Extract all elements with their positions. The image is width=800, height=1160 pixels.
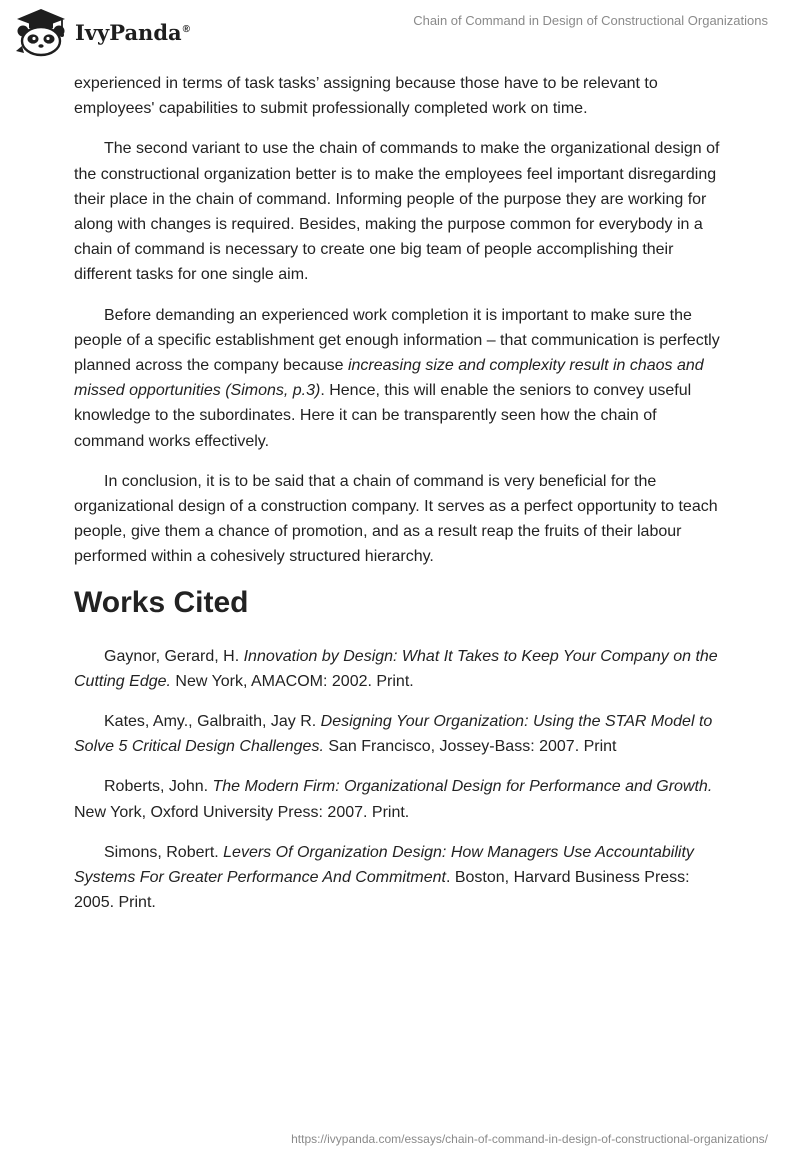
panda-graduate-icon <box>13 7 69 57</box>
reference-title: Innovation by Design: What It Takes to Keep Your Company on the Cutting Edge. <box>74 647 718 690</box>
reference-title: Levers Of Organization Design: How Managers Use Accountability Systems For Greater Performance And Commitment <box>74 843 694 887</box>
brand-name: IvyPanda® <box>75 19 190 45</box>
paragraph-2: The second variant to use the chain of commands to make the organizational design of the constructional organization better is to make the employees feel important disregarding their place in the chain of command. Informing people of the purpose they are working for along with changes is required. Besides, making the purpose common for everybody in a chain of command is necessary to create one big team of people accomplishing their different tasks for one single aim. <box>74 140 720 284</box>
reference-publisher: San Francisco, Jossey-Bass: 2007. Print <box>323 738 617 756</box>
reference-item <box>74 644 726 694</box>
reference-author: Gaynor, Gerard, H. <box>104 647 244 665</box>
reference-author: Kates, Amy., Galbraith, Jay R. <box>104 713 321 731</box>
reference-publisher: New York, AMACOM: 2002. Print. <box>170 672 414 690</box>
registered-mark: ® <box>182 23 190 35</box>
reference-item <box>74 774 726 824</box>
paragraph-3-citation: increasing size and complexity result in chaos and missed opportunities (Simons, p.3) <box>74 357 704 400</box>
reference-publisher: New York, Oxford University Press: 2007. Print. <box>74 803 410 821</box>
reference-author: Roberts, John. <box>104 778 213 796</box>
paragraph-3-text-end: . Hence, this will enable the seniors to convey useful knowledge to the subordinates. Here it can be transparently seen how the chain of command works effectively. <box>74 382 692 450</box>
reference-item <box>74 840 726 916</box>
paragraph-3 <box>74 303 726 454</box>
document-title: Chain of Command in Design of Constructional Organizations <box>413 13 768 28</box>
essay-content <box>74 71 726 930</box>
reference-title: The Modern Firm: Organizational Design for Performance and Growth. <box>212 778 713 796</box>
works-cited-heading: Works Cited <box>74 585 249 619</box>
paragraph-1: experienced in terms of task tasks’ assigning because those have to be relevant to employees' capabilities to submit professionally completed work on time. <box>74 75 658 118</box>
reference-author: Simons, Robert. <box>104 843 224 861</box>
reference-title: Designing Your Organization: Using the STAR Model to Solve 5 Critical Design Challenges. <box>74 713 713 756</box>
brand-logo[interactable] <box>13 7 190 57</box>
reference-item <box>74 709 726 759</box>
reference-publisher: . Boston, Harvard Business Press: 2005. Print. <box>74 869 690 912</box>
source-url-link[interactable]: https://ivypanda.com/essays/chain-of-command-in-design-of-constructional-organizations/ <box>291 1132 768 1146</box>
paragraph-4: In conclusion, it is to be said that a chain of command is very beneficial for the organizational design of a construction company. It serves as a perfect opportunity to teach people, give them a chance of promotion, and as a result reap the fruits of their labour performed within a cohesively structured hierarchy. <box>74 472 718 566</box>
paragraph-3-text: Before demanding an experienced work completion it is important to make sure the people of a specific establishment get enough information – that communication is perfectly planned across the company because <box>74 306 720 375</box>
page-header <box>0 0 800 64</box>
